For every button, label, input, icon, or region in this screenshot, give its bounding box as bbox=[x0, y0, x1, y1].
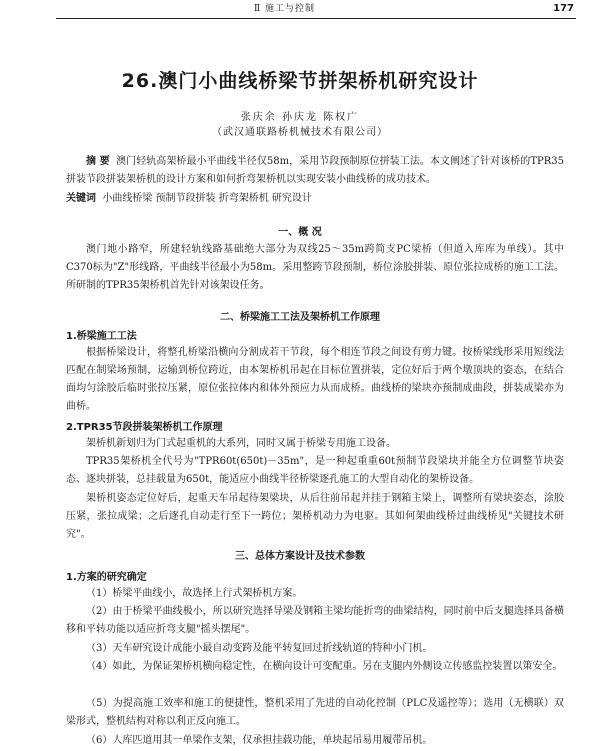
paper-title: 26.澳门小曲线桥梁节拼架桥机研究设计 bbox=[121, 70, 479, 92]
list-item: （1）桥梁平曲线小，故选择上行式架桥机方案。 bbox=[86, 588, 303, 599]
header-section: Ⅱ 施工与控制 bbox=[254, 4, 315, 14]
keywords-label: 关键词 bbox=[66, 193, 96, 204]
abstract-label: 摘 要 bbox=[86, 156, 110, 167]
subsection-heading: 2.TPR35节段拼装架桥机工作原理 bbox=[66, 422, 223, 433]
list-item: （2）由于桥梁平曲线极小，所以研究选择导梁及钢箱主梁均能折弯的曲梁结构，同时前中后支腿选择具备横移和平转功能以适应折弯支腿"摇头摆尾"。 bbox=[66, 606, 564, 635]
section-heading: 一、概 况 bbox=[278, 227, 322, 238]
list-item: （3）天车研究设计成能小最自动变跨及能平转复回过折线轨道的特种小门机。 bbox=[86, 643, 433, 654]
running-header bbox=[56, 2, 576, 19]
authors: 张庆余 孙庆龙 陈权广 bbox=[240, 112, 360, 123]
list-item: （4）如此，为保证架桥机横向稳定性，在横向设计可变配重。另在支腿内外侧设立传感监控装置以策安全。 bbox=[86, 661, 563, 672]
subsection-heading: 1.桥梁施工工法 bbox=[66, 331, 137, 342]
paragraph: 架桥机姿态定位好后，起重天车吊起待架梁块，从后往前吊起并挂于钢箱主梁上，调整所有梁块姿态，涂胶压紧，张拉成梁；之后逐孔自动走行至下一跨位；架桥机动力为电驱。其如何架曲线桥过曲线桥见"关键技术研究"。 bbox=[66, 493, 564, 540]
list-item: （5）为提高施工效率和施工的便捷性，整机采用了先进的自动化控制（PLC及遥控等）；选用（无横联）双梁形式，整机结构对称以利正反向施工。 bbox=[66, 698, 564, 727]
abstract-text: 澳门轻轨高架桥最小平曲线半径仅58m，采用节段预制原位拼装工法。本文阐述了针对该桥的TPR35拼装节段拼装架桥机的设计方案和如何折弯架桥机以实现安装小曲线桥的成功技术。 bbox=[66, 156, 565, 185]
abstract bbox=[66, 153, 564, 189]
list-item: （6）人库匹道用其一单梁作支架，仅承担挂载功能，单块起吊易用履带吊机。 bbox=[86, 735, 433, 746]
paragraph: 架桥机新划归为门式起重机的大系列，同时又属于桥梁专用施工设备。 bbox=[86, 438, 396, 449]
affiliation: （武汉通联路桥机械技术有限公司） bbox=[212, 127, 388, 138]
paragraph: TPR35架桥机全代号为"TPR60t(650t)－35m"，是一种起重重60t预制节段梁块并能全方位调整节块姿态、逐块拼装，总挂载量为650t，能适应小曲线半径桥梁逐孔施工的大型自动化的架桥设备。 bbox=[66, 456, 564, 485]
subsection-heading: 1.方案的研究确定 bbox=[66, 572, 147, 583]
keywords bbox=[66, 190, 564, 208]
keywords-text: 小曲线桥梁 预制节段拼装 折弯架桥机 研究设计 bbox=[102, 193, 312, 204]
section-heading: 三、总体方案设计及技术参数 bbox=[235, 551, 365, 562]
paragraph: 根据桥梁设计，将整孔桥梁沿横向分割成若干节段，每个相连节段之间设有剪力键。按桥梁线形采用短线法匹配在制梁场预制，运输到桥位跨近，由本架桥机吊起在目标位置拼装，定位好后于两个墩顶块的姿态，在结合面均匀涂胶后临时张拉压紧，原位张拉体内和体外预应力从而成桥。曲线桥的梁块亦预制成曲段，拼装成梁亦为曲桥。 bbox=[66, 347, 564, 412]
paragraph: 澳门地小路窄，所建轻轨线路基础绝大部分为双线25～35m跨简支PC梁桥（但道入库库为单线）。其中C370标为"Z"形线路，平曲线半径最小为58m。采用整跨节段预制，桥位涂胶拼装、原位张拉成桥的施工工法。所研制的TPR35架桥机首先针对该架设任务。 bbox=[66, 244, 564, 291]
section-heading: 二、桥梁施工工法及架桥机工作原理 bbox=[220, 312, 380, 323]
page-number: 177 bbox=[553, 3, 574, 14]
